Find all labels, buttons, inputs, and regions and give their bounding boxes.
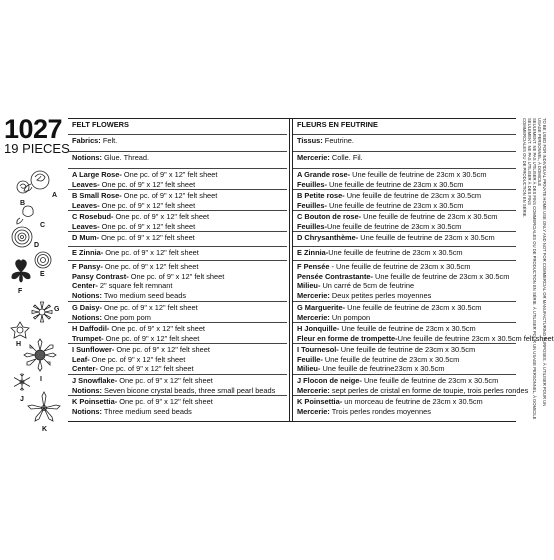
row-line (297, 281, 513, 291)
row-text: One pc. of 9" x 12" felt sheet (114, 345, 210, 354)
row-line (297, 233, 513, 243)
english-table-row (68, 302, 287, 323)
french-table-row (293, 232, 516, 247)
row-line (297, 262, 513, 272)
english-table-row (68, 169, 287, 190)
row-line (297, 313, 513, 323)
row-line (297, 222, 513, 232)
row-line (72, 345, 284, 355)
row-label: Mercerie: (297, 406, 330, 416)
sketch-letter-b: B (20, 200, 26, 207)
row-text: One pc. of 9" x 12" felt sheet (97, 364, 194, 373)
french-table-row (293, 396, 516, 417)
french-table-row (293, 152, 516, 169)
row-text: One pc. of 9" x 12" felt sheet (121, 191, 218, 200)
row-label: C Rosebud- (72, 212, 114, 221)
row-line (72, 386, 284, 396)
flower-sketches-svg (0, 160, 66, 440)
row-line (297, 136, 513, 146)
row-label: Milieu- (297, 281, 321, 290)
sketch-letter-i: I (40, 376, 42, 383)
row-line (72, 313, 284, 323)
row-text: One pc. of 9" x 12" felt sheet (103, 248, 199, 257)
row-text: Une feuille de feutrine de 23cm x 30.5cm (358, 233, 495, 242)
row-text: - Une feuille de feutrine de 23cm x 30.5cm (329, 262, 471, 271)
flower-j-sketch (14, 373, 30, 391)
french-table-row (293, 211, 516, 232)
row-line (72, 153, 284, 163)
row-label: Feuilles- (297, 200, 327, 210)
row-line (72, 136, 284, 146)
row-label: F Pansy- (72, 262, 103, 271)
row-text: Colle. Fil. (329, 153, 363, 162)
row-text: One pc. of 9" x 12" felt sheet (99, 221, 196, 231)
row-line (72, 272, 284, 282)
flower-e-sketch (35, 252, 51, 268)
row-line (72, 355, 284, 365)
flower-i-sketch (24, 339, 56, 371)
row-text: Two medium seed beads (101, 290, 187, 300)
row-text: Deux petites perles moyennes (329, 290, 432, 300)
row-line (72, 233, 284, 243)
french-table-row (293, 302, 516, 323)
row-text: Une feuille de feutrine de 23cm x 30.5cm (326, 200, 464, 210)
row-text: Seven bicone crystal beads, three small pearl beads (101, 385, 276, 395)
row-text: One pc. of 9" x 12" felt sheet (99, 200, 196, 210)
usage-notice-line: SEULEMENT. NE PAS UTILISER À DES FINS COMMERCIALES OU DE PRODUCTION EN SÉRIE. À UTILISER POUR UN USAGE PERSONNEL, À DOMICILE SEULEMENT. NE PAS UTILISER À DES FINS (527, 118, 537, 420)
english-table-row (68, 323, 287, 344)
row-label: E Zinnia- (72, 248, 104, 257)
sketch-letter-d: D (34, 242, 40, 249)
usage-notice-line: TO BE USED FOR INDIVIDUAL PRIVATE HOME USE ONLY AND NOT FOR COMMERCIAL OR MANUFACTURING PURPOSES. À UTILISER POUR UN USAGE PERSONNEL, À DOMICILE (537, 118, 547, 407)
row-line (72, 201, 284, 211)
sketch-letter-e: E (40, 271, 45, 278)
english-table-row (68, 211, 287, 232)
english-column (68, 119, 287, 421)
row-line (297, 153, 513, 163)
column-divider (289, 119, 290, 421)
row-line (297, 180, 513, 190)
row-label: Leaves- (72, 221, 100, 231)
row-line (72, 376, 284, 386)
row-line (72, 303, 284, 313)
row-line (297, 324, 513, 334)
row-label: Milieu- (297, 364, 321, 373)
row-label: J Snowflake- (72, 376, 118, 385)
flower-d-sketch (12, 227, 32, 247)
row-label: K Poinsettia- (72, 397, 118, 406)
row-text: Une feuille de feutrine de 23cm x 30.5cm (345, 303, 482, 312)
row-text: Une feuille de feutrine de 23cm x 30.5cm (326, 179, 464, 189)
row-label: H Jonquille- (297, 324, 340, 333)
row-line (297, 364, 513, 374)
row-label: D Mum- (72, 233, 100, 242)
row-label: Leaves- (72, 179, 100, 189)
french-table-row (293, 135, 516, 152)
sketch-letter-g: G (54, 306, 60, 313)
row-label: Pansy Contrast- (72, 271, 129, 281)
row-text: One pc. of 9" x 12" felt sheet (121, 170, 218, 179)
row-label: Tissus: (297, 136, 323, 145)
row-label: Feuilles- (297, 179, 327, 189)
row-label: Notions: (72, 312, 102, 322)
row-text: One pc. of 9" x 12" felt sheet (128, 271, 225, 281)
row-text: Une feuille de feutrine de 23cm x 30.5cm (350, 170, 487, 179)
row-line (297, 333, 554, 344)
row-line (72, 170, 284, 180)
row-text: Une feuille de feutrine de 23cm x 30.5cm (344, 191, 482, 200)
sketch-letter-j: J (20, 396, 24, 403)
row-line (72, 262, 284, 272)
row-label: C Bouton de rose- (297, 212, 362, 221)
sketch-letter-f: F (18, 288, 23, 295)
row-text: One pc. of 9" x 12" felt sheet (117, 397, 213, 406)
row-text: Un carré de 5cm de feutrine (320, 281, 415, 290)
row-text: Une feuille de feutrine de 23cm x 30.5cm (372, 271, 510, 281)
row-text: One pc. of 9" x 12" felt sheet (99, 233, 195, 242)
row-line (297, 397, 513, 407)
row-label: Notions: (72, 385, 102, 395)
row-text: Feutrine. (322, 136, 354, 145)
french-table-row (293, 247, 516, 261)
row-text: One pc. of 9" x 12" felt sheet (113, 212, 210, 221)
english-table-row (68, 375, 287, 396)
row-text: Trois perles rondes moyennes (329, 406, 431, 416)
row-text: One pom pom (101, 312, 151, 322)
row-text: One pc. of 9" x 12" felt sheet (102, 303, 198, 312)
row-text: Une feuille de feutrine de 23cm x 30.5cm (339, 324, 476, 333)
row-label: H Daffodil- (72, 324, 110, 333)
flower-sketches (0, 160, 66, 440)
row-line (72, 334, 284, 344)
row-line (72, 281, 284, 291)
row-label: A Large Rose- (72, 170, 122, 179)
usage-notice (519, 118, 547, 420)
french-table-row (293, 375, 529, 396)
row-text: sept perles de cristal en forme de toupie, trois perles rondes (329, 385, 529, 395)
row-text: Une feuille de feutrine de 23cm x 30.5cm (361, 212, 498, 221)
row-line (297, 201, 513, 211)
row-text: Felt. (100, 136, 118, 145)
flower-b-sketch (17, 181, 29, 193)
row-line (297, 272, 513, 282)
row-label: A Grande rose- (297, 170, 351, 179)
english-table-row (68, 344, 287, 375)
english-table-row (68, 190, 287, 211)
row-line (72, 248, 284, 258)
french-table-row (293, 190, 516, 211)
row-text: Une feuille de feutrine de 23cm x 30.5cm (326, 221, 462, 231)
flower-f-sketch (12, 260, 30, 282)
row-text: One pc. of 9" x 12" felt sheet (99, 179, 196, 189)
row-line (72, 180, 284, 190)
row-label: B Small Rose- (72, 191, 122, 200)
french-table-row (293, 169, 516, 190)
row-line (297, 345, 513, 355)
row-text: Une feuille de feutrine 23cm x 30.5cm felt sheet (397, 333, 554, 343)
row-line (297, 291, 513, 301)
row-text: One pc. of 9" x 12" felt sheet (103, 333, 200, 343)
row-label: J Flocon de neige- (297, 376, 362, 385)
row-label: B Petite rose- (297, 191, 345, 200)
row-text: Une feuille de feutrine23cm x 30.5cm (320, 364, 445, 373)
row-line (72, 291, 284, 301)
row-line (297, 407, 513, 417)
row-label: G Marguerite- (297, 303, 346, 312)
pattern-number: 1027 (4, 114, 63, 144)
row-label: Center- (72, 281, 98, 290)
english-table-row (68, 232, 287, 247)
row-label: Notions: (72, 290, 102, 300)
row-label: Feuilles- (297, 221, 327, 231)
row-text: Une feuille de feutrine de 23cm x 30.5cm (328, 248, 463, 257)
pieces-count: 19 PIECES (4, 141, 70, 156)
row-label: D Chrysanthème- (297, 233, 359, 242)
french-heading: FLEURS EN FEUTRINE (293, 119, 516, 135)
row-text: Une feuille de feutrine de 23cm x 30.5cm (322, 354, 460, 364)
english-table-row (68, 152, 287, 169)
row-label: Center- (72, 364, 98, 373)
english-table-row (68, 135, 287, 152)
row-line (72, 397, 284, 407)
row-label: I Sunflower- (72, 345, 115, 354)
row-text: Three medium seed beads (101, 406, 192, 416)
row-label: Notions: (72, 153, 102, 162)
english-table-row (68, 396, 287, 417)
row-text: One pc. of 9" x 12" felt sheet (109, 324, 205, 333)
row-label: Mercerie: (297, 385, 330, 395)
row-line (72, 191, 284, 201)
french-table-row (293, 344, 516, 375)
row-text: One pc. of 9" x 12" felt sheet (102, 262, 199, 271)
row-text: 2" square felt remnant (97, 281, 173, 290)
usage-notice-line: COMMERCIALES OU DE PRODUCTION EN SÉRIE. (522, 118, 527, 218)
french-table-row (293, 261, 516, 302)
row-text: Glue. Thread. (101, 153, 150, 162)
row-line (72, 407, 284, 417)
french-table-row (293, 323, 554, 344)
row-label: E Zinnia- (297, 248, 329, 257)
row-line (72, 324, 284, 334)
flower-h-sketch (11, 322, 29, 338)
row-label: Fabrics: (72, 136, 101, 145)
row-text: Une feuille de feutrine de 23cm x 30.5cm (361, 376, 499, 385)
row-label: Leaves- (72, 200, 100, 210)
row-line (297, 385, 529, 396)
row-line (297, 212, 513, 222)
row-text: Un pompon (329, 312, 371, 322)
row-label: Feuille- (297, 354, 323, 364)
sketch-letter-k: K (42, 426, 48, 433)
row-line (297, 170, 513, 180)
row-label: Leaf- (72, 354, 90, 364)
flower-a-sketch (24, 171, 49, 191)
row-label: Mercerie: (297, 312, 330, 322)
row-label: I Tournesol- (297, 345, 339, 354)
sketch-letter-a: A (52, 192, 58, 199)
row-text: Une feuille de feutrine de 23cm x 30.5cm (338, 345, 476, 354)
row-line (72, 364, 284, 374)
row-label: Notions: (72, 406, 102, 416)
sketch-letter-h: H (16, 341, 22, 348)
sketch-letter-c: C (40, 222, 46, 229)
row-label: Pensée Contrastante- (297, 271, 373, 281)
row-label: Trumpet- (72, 333, 104, 343)
english-heading: FELT FLOWERS (68, 119, 287, 135)
row-label: K Poinsettia- (297, 397, 343, 406)
row-line (297, 376, 513, 386)
row-text: un morceau de feutrine de 23cm x 30.5cm (342, 397, 483, 406)
row-line (297, 303, 513, 313)
english-table-row (68, 261, 287, 302)
flower-g-sketch (32, 302, 52, 322)
english-table-row (68, 247, 287, 261)
row-text: One pc. of 9" x 12" felt sheet (117, 376, 213, 385)
flower-c-sketch (17, 206, 33, 224)
flower-k-sketch (28, 392, 60, 421)
row-label: F Pensée (297, 262, 330, 271)
row-line (297, 191, 513, 201)
row-text: One pc. of 9" x 12" felt sheet (89, 354, 186, 364)
row-line (72, 222, 284, 232)
row-line (297, 248, 513, 258)
row-label: Fleur en forme de trompette- (297, 333, 398, 343)
row-label: Mercerie: (297, 290, 330, 300)
row-line (297, 355, 513, 365)
row-label: Mercerie: (297, 153, 330, 162)
row-label: G Daisy- (72, 303, 102, 312)
row-line (72, 212, 284, 222)
